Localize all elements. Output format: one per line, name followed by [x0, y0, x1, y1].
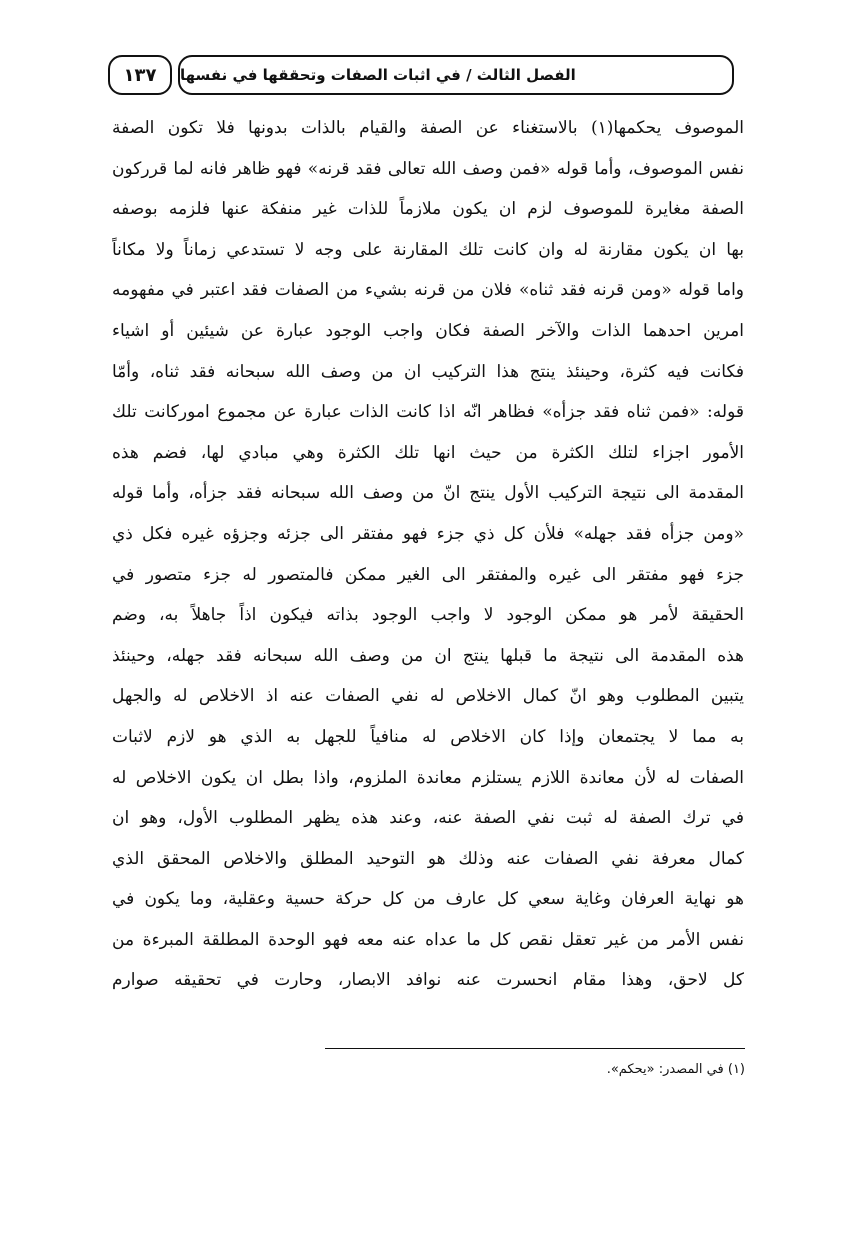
- running-header: [178, 55, 734, 95]
- text-line: نفس الموصوف، وأما قوله «فمن وصف الله تعالى فقد قرنه» فهو ظاهر فانه لما قرركون: [112, 158, 744, 179]
- chapter-title: الفصل الثالث / في اثبات الصفات وتحققها في نفسها: [180, 66, 576, 84]
- text-line: كمال معرفة نفي الصفات عنه وذلك هو التوحيد المطلق والاخلاص المحقق الذي: [112, 848, 744, 869]
- text-line: جزء فهو مفتقر الى غيره والمفتقر الى الغير ممكن فالمتصور له جزء متصور في: [112, 564, 744, 585]
- text-line: هو نهاية العرفان وغاية سعي كل عارف من كل حركة حسية وعقلية، وما يكون في: [112, 889, 744, 910]
- text-line: قوله: «فمن ثناه فقد جزأه» فظاهر انّه اذا كانت الذات عبارة عن مجموع اموركانت تلك: [112, 402, 744, 423]
- text-line: الأمور اجزاء لتلك الكثرة من حيث انها تلك الكثرة وهي مبادي لها، فضم هذه: [112, 442, 744, 463]
- text-line: واما قوله «ومن قرنه فقد ثناه» فلان من قرنه بشيء من الصفات فقد اعتبر في مفهومه: [112, 280, 744, 301]
- text-line: في ترك الصفة له ثبت نفي الصفة عنه، وعند هذه يظهر المطلوب الأول، وهو ان: [112, 808, 744, 829]
- text-line: الموصوف يحكمها(١) بالاستغناء عن الصفة والقيام بالذات بدونها فلا تكون الصفة: [112, 118, 744, 138]
- text-line: يتبين المطلوب وهو انّ كمال الاخلاص له نفي الصفات عنه اذ الاخلاص له والجهل: [112, 686, 744, 707]
- text-line: الصفات له لأن معاندة اللازم يستلزم معاندة الملزوم، واذا بطل ان يكون الاخلاص له: [112, 767, 744, 788]
- page-number-frame: [108, 55, 172, 95]
- text-line: الحقيقة لأمر هو ممكن الوجود لا واجب الوجود بذاته فيكون اذاً جاهلاً به، وضم: [112, 605, 744, 626]
- page-number: ١٣٧: [123, 64, 157, 86]
- text-line: بها ان يكون مقارنة له وان كانت تلك المقارنة على وجه لا تستدعي زماناً ولا مكاناً: [112, 239, 744, 260]
- text-line: الصفة مغايرة للموصوف لزم ان يكون ملازماً للذات غير منفكة عنها فلزمه بوصفه: [112, 199, 744, 220]
- text-line: «ومن جزأه فقد جهله» فلأن كل ذي جزء فهو مفتقر الى جزئه وجزؤه غيره فكل ذي: [112, 523, 744, 544]
- text-line: المقدمة الى نتيجة التركيب الأول ينتج انّ من وصف الله سبحانه فقد جزأه، وأما قوله: [112, 483, 744, 504]
- text-line: به مما لا يجتمعان وإذا كان الاخلاص له منافياً للجهل به الذي هو لازم لاثبات: [112, 726, 744, 747]
- body-text: [112, 108, 744, 1001]
- text-line: فكانت فيه كثرة، وحينئذ ينتج هذا التركيب ان من وصف الله سبحانه فقد ثناه، وأمّا: [112, 361, 744, 382]
- text-line: هذه المقدمة الى نتيجة ما قبلها ينتج ان من وصف الله سبحانه فقد جهله، وحينئذ: [112, 645, 744, 666]
- text-line: امرين احدهما الذات والآخر الصفة فكان واجب الوجود عبارة عن شيئين أو اشياء: [112, 320, 744, 341]
- footnote-divider: [325, 1048, 745, 1049]
- text-line: كل لاحق، وهذا مقام انحسرت عنه نوافد الابصار، وحارت في تحقيقه صوارم: [112, 970, 744, 991]
- footnote: (١) في المصدر: «يحكم».: [606, 1062, 745, 1077]
- text-line: نفس الأمر من غير تعقل نقص كل ما عداه عنه معه فهو الوحدة المطلقة المبرءة من: [112, 929, 744, 950]
